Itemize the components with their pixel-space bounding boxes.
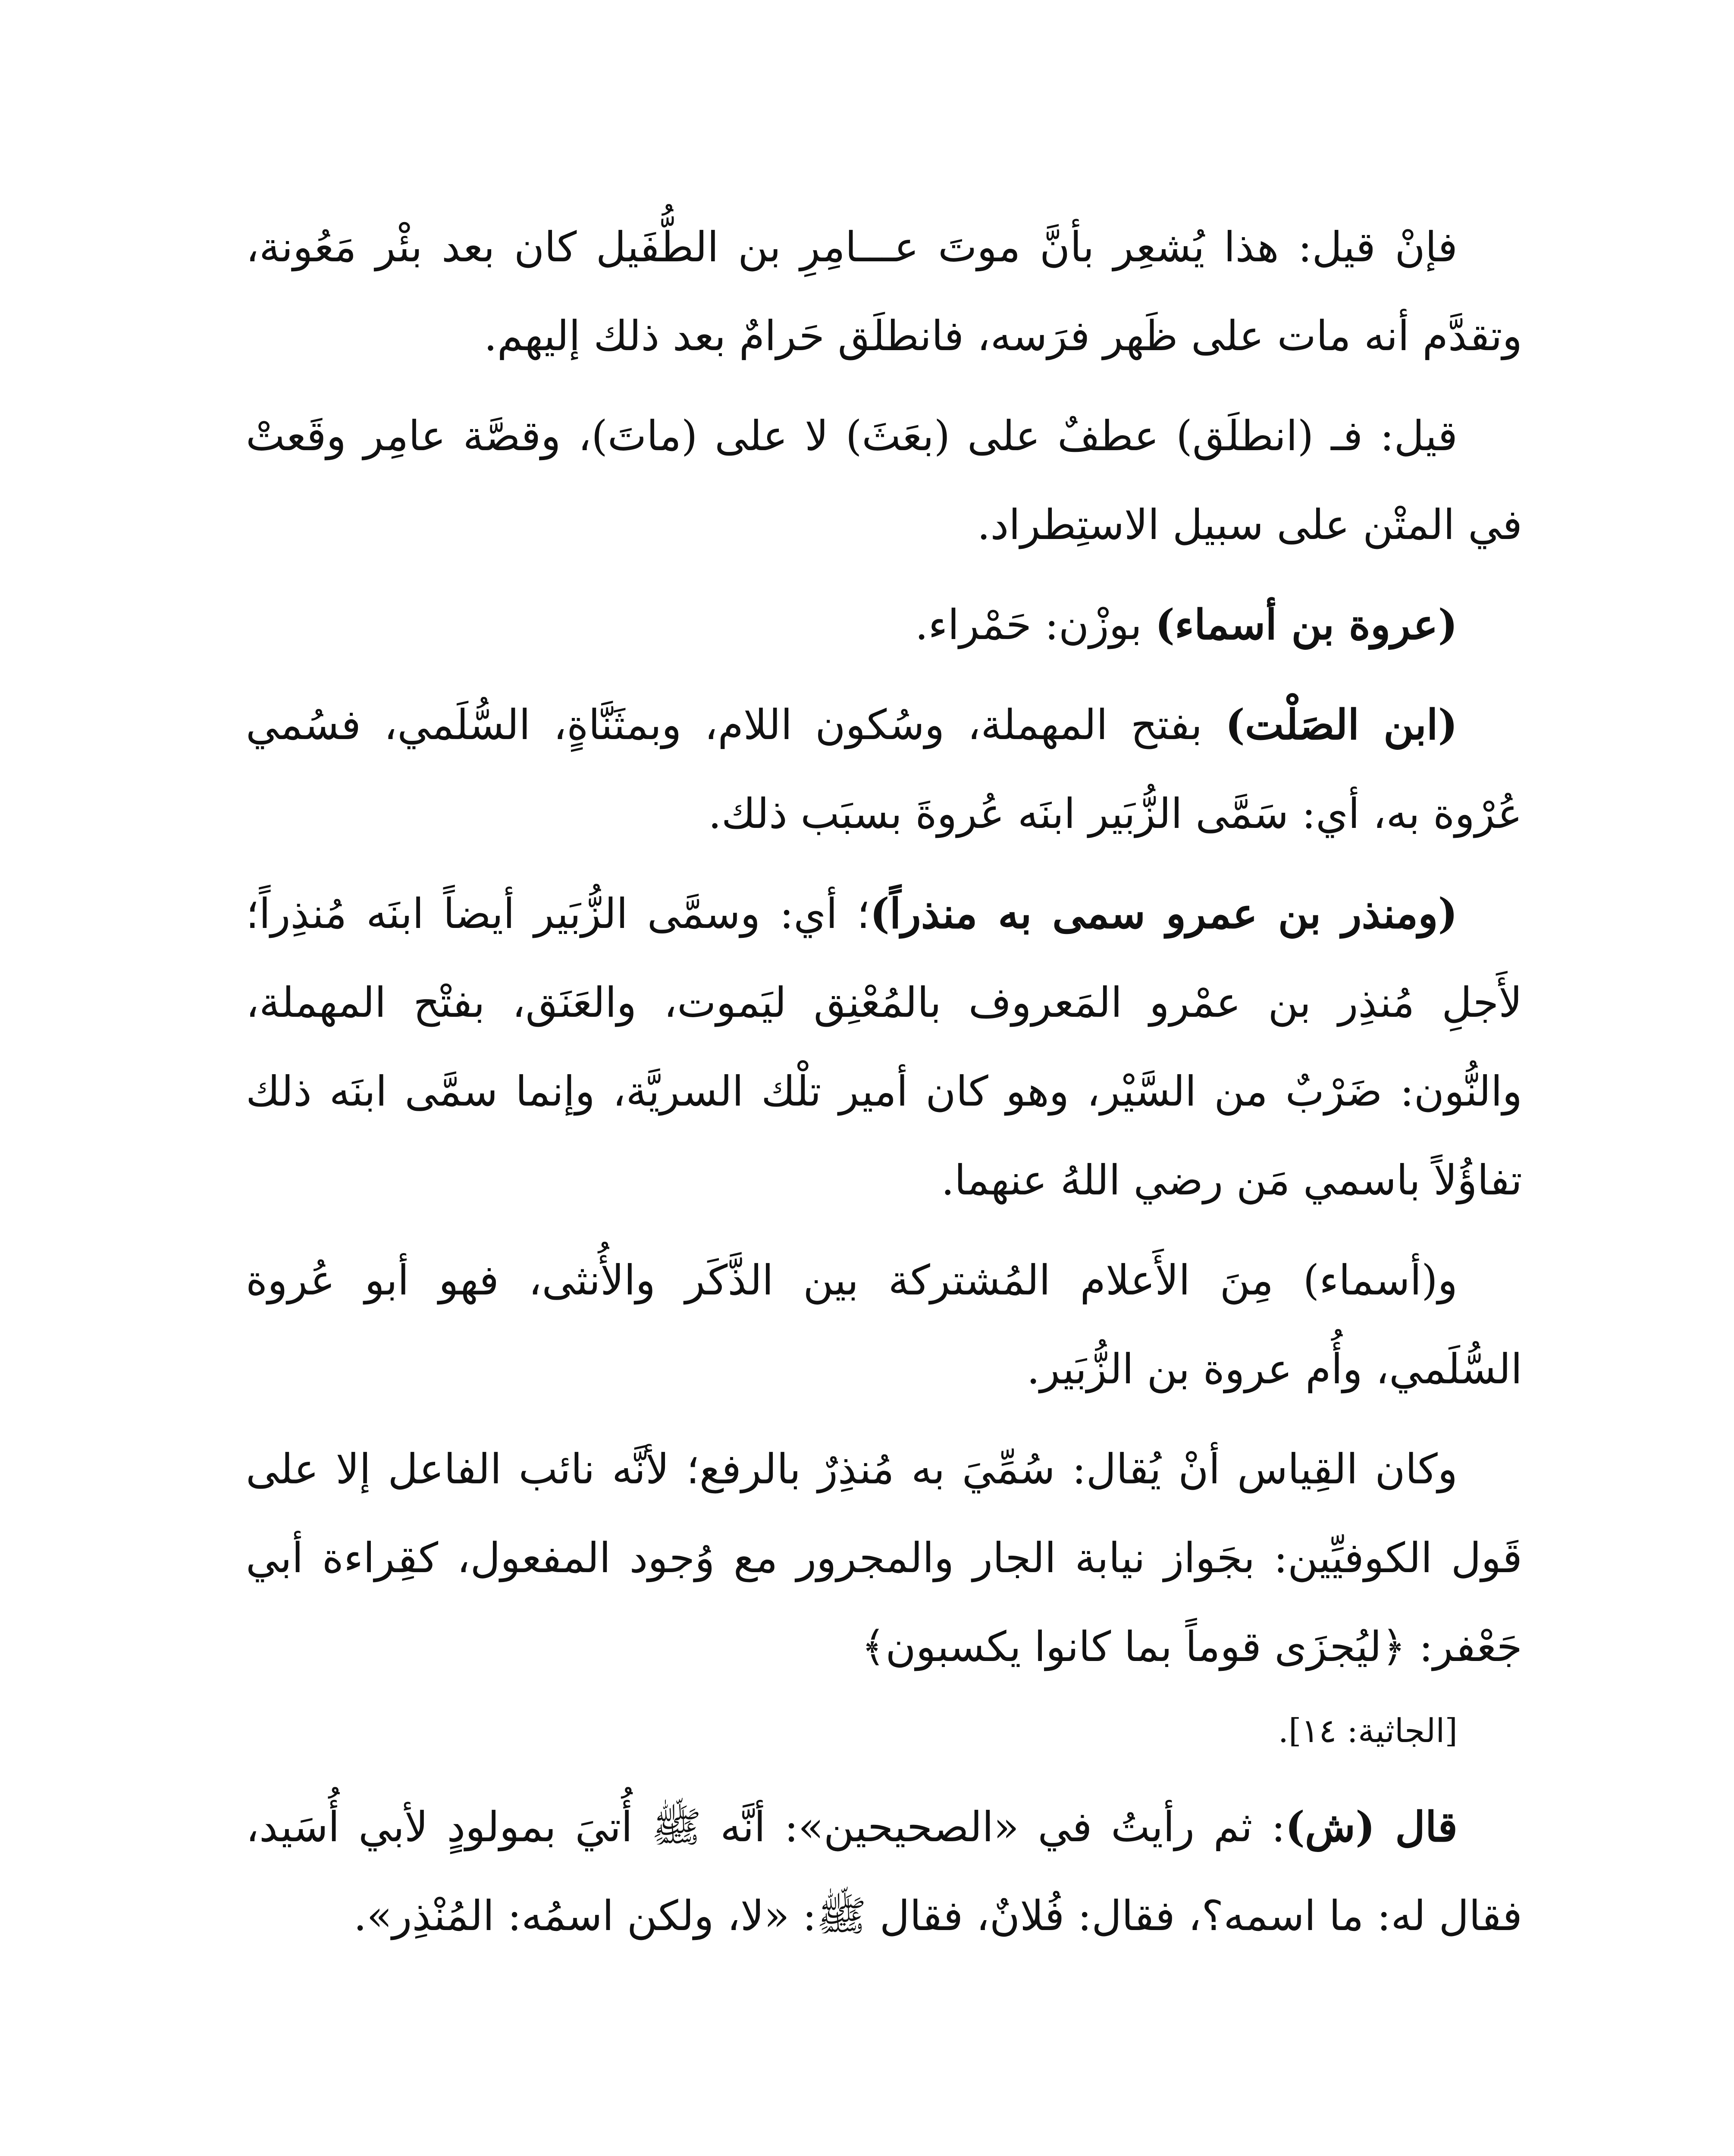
page-body-text [246, 203, 1522, 1971]
paragraph-text: : ثم رأيتُ في «الصحيحين»: أنَّه ﷺ أُتيَ بمولودٍ لأبي أُسَيد، فقال له: ما اسمه؟، فقال: فُلانٌ، فقال ﷺ: «لا، ولكن اسمُه: المُنْذِر». [246, 1803, 1522, 1940]
entry-heading: قال (ش) [1285, 1802, 1458, 1851]
entry-heading: (عروة بن أسماء) [1155, 600, 1458, 649]
paragraph-text: فإنْ قيل: هذا يُشعِر بأنَّ موتَ عـــامِرِ بن الطُّفَيل كان بعد بئْر مَعُونة، وتقدَّم أنه مات على ظَهر فرَسه، فانطلَق حَرامٌ بعد ذلك إليهم. [246, 223, 1522, 360]
paragraph-question [246, 203, 1522, 380]
paragraph-answer [246, 392, 1522, 569]
reference-text: [الجاثية: ١٤]. [1278, 1711, 1458, 1750]
paragraph-grammar-note [246, 1425, 1522, 1691]
paragraph-text: بوزْن: حَمْراء. [915, 601, 1155, 649]
paragraph-text: بفتح المهملة، وسُكون اللام، وبمثَنَّاةٍ، السُّلَمي، فسُمي عُرْوة به، أي: سَمَّى الزُّبَير ابنَه عُروةَ بسبَب ذلك. [246, 701, 1522, 838]
paragraph-text: وكان القِياس أنْ يُقال: سُمِّيَ به مُنذِرٌ بالرفع؛ لأنَّه نائب الفاعل إلا على قَول الكوفيِّين: بجَواز نيابة الجار والمجرور مع وُجود المفعول، كقِراءة أبي جَعْفر: ﴿ليُجزَى قوماً بما كانوا يكسبون﴾ [246, 1445, 1522, 1671]
paragraph-ibn-al-salt [246, 680, 1522, 858]
paragraph-text: قيل: فـ (انطلَق) عطفٌ على (بعَثَ) لا على (ماتَ)، وقصَّة عامِر وقَعتْ في المتْن على سبيل الاستِطراد. [246, 412, 1522, 549]
paragraph-mundhir-ibn-amr [246, 869, 1522, 1225]
paragraph-text: و(أسماء) مِنَ الأَعلام المُشتركة بين الذَّكَر والأُنثى، فهو أبو عُروة السُّلَمي، وأُم عروة بن الزُّبَير. [246, 1256, 1522, 1393]
entry-heading: (ابن الصَلْت) [1225, 700, 1458, 749]
paragraph-asma-names [246, 1236, 1522, 1413]
paragraph-hadith [246, 1783, 1522, 1960]
paragraph-urwa-ibn-asma [246, 580, 1522, 669]
quran-reference [246, 1696, 1522, 1765]
entry-heading: (ومنذر بن عمرو سمى به منذراً) [870, 889, 1458, 938]
paragraph-text: ؛ أي: وسمَّى الزُّبَير أيضاً ابنَه مُنذِراً؛ لأَجلِ مُنذِر بن عمْرو المَعروف بالمُعْنِق ليَموت، والعَنَق، بفتْح المهملة، والنُّون: ضَرْبٌ من السَّيْر، وهو كان أمير تلْك السريَّة، وإنما سمَّى ابنَه ذلك تفاؤُلاً باسمي مَن رضي اللهُ عنهما. [246, 890, 1522, 1204]
